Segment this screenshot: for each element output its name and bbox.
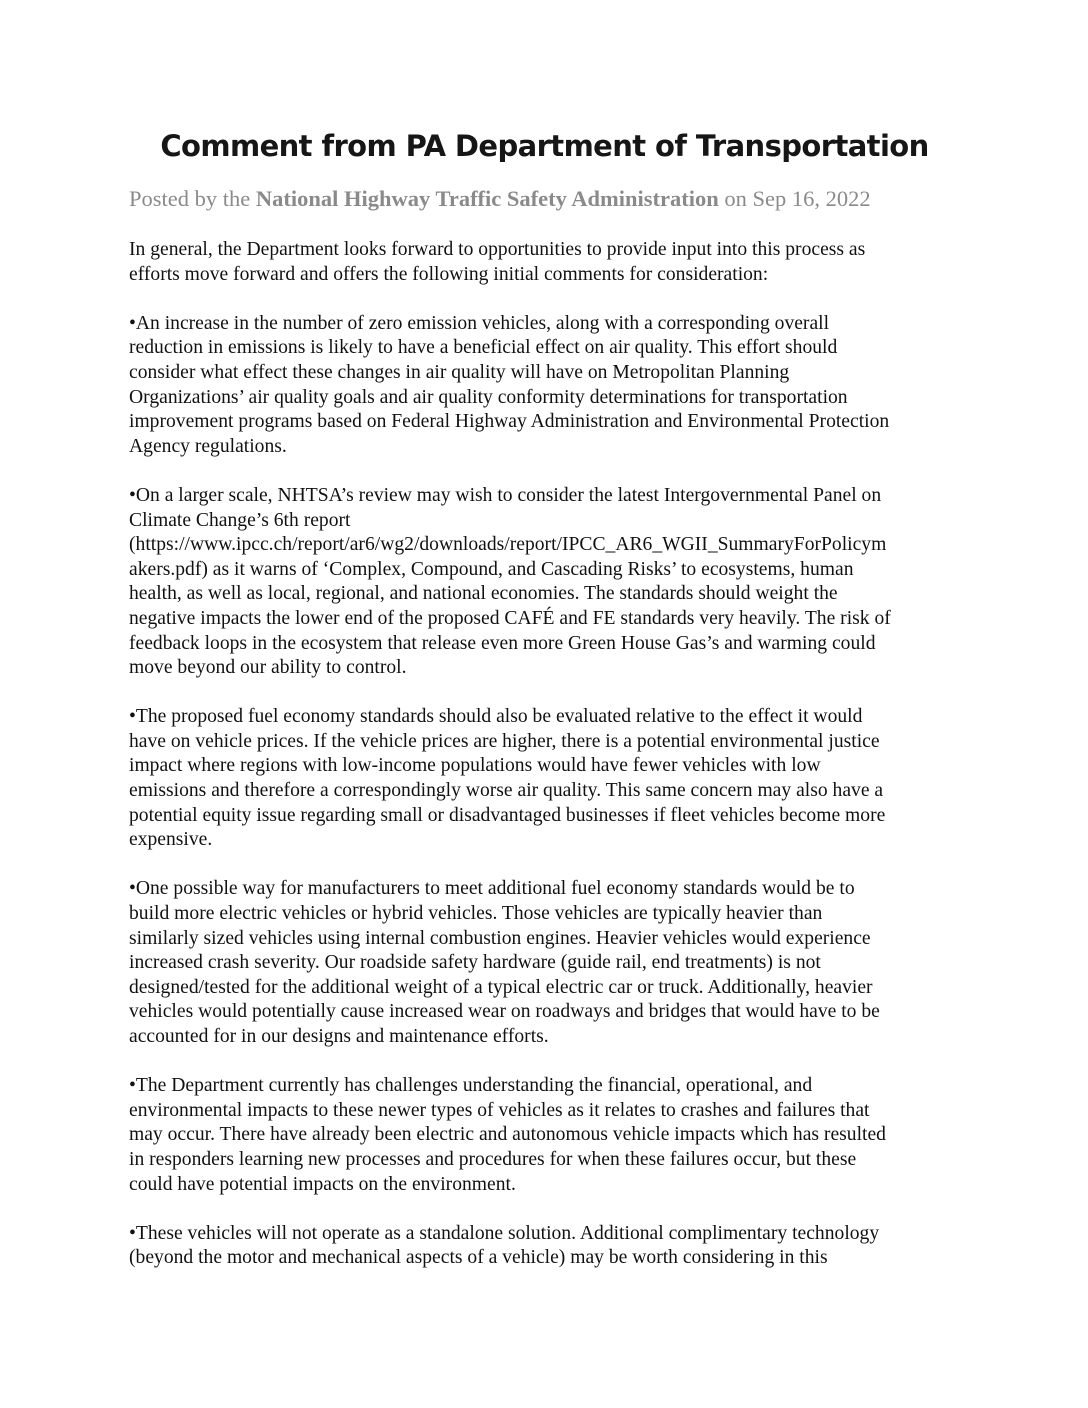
paragraph-line: health, as well as local, regional, and national economies. The standards should weight the bbox=[129, 583, 838, 605]
comment-paragraph bbox=[129, 877, 960, 1049]
comment-paragraph bbox=[129, 484, 960, 681]
paragraph-line: •The proposed fuel economy standards should also be evaluated relative to the effect it would bbox=[129, 706, 863, 728]
posted-by-line bbox=[129, 184, 960, 214]
paragraph-line: negative impacts the lower end of the proposed CAFÉ and FE standards very heavily. The risk of bbox=[129, 607, 891, 629]
paragraph-line: designed/tested for the additional weight of a typical electric car or truck. Additionally, heavier bbox=[129, 976, 873, 998]
paragraph-line: accounted for in our designs and maintenance efforts. bbox=[129, 1026, 549, 1047]
paragraph-line: in responders learning new processes and procedures for when these failures occur, but these bbox=[129, 1148, 857, 1170]
paragraph-line: build more electric vehicles or hybrid vehicles. Those vehicles are typically heavier than bbox=[129, 903, 823, 925]
paragraph-line: Climate Change’s 6th report bbox=[129, 509, 351, 531]
paragraph-line: move beyond our ability to control. bbox=[129, 657, 407, 679]
paragraph-line: increased crash severity. Our roadside safety hardware (guide rail, end treatments) is not bbox=[129, 952, 821, 974]
paragraph-line: potential equity issue regarding small or disadvantaged businesses if fleet vehicles become more bbox=[129, 804, 886, 826]
paragraph-line: have on vehicle prices. If the vehicle prices are higher, there is a potential environmental justice bbox=[129, 730, 880, 752]
paragraph-line: Agency regulations. bbox=[129, 435, 287, 457]
paragraph-line: improvement programs based on Federal Highway Administration and Environmental Protection bbox=[129, 411, 890, 433]
paragraph-line: emissions and therefore a correspondingly worse air quality. This same concern may also have a bbox=[129, 780, 884, 802]
comment-paragraph bbox=[129, 705, 960, 853]
posted-organization: National Highway Traffic Safety Administration bbox=[255, 186, 719, 211]
document-title: Comment from PA Department of Transportation bbox=[160, 129, 929, 163]
paragraph-line: Organizations’ air quality goals and air quality conformity determinations for transportation bbox=[129, 386, 848, 408]
paragraph-line: (https://www.ipcc.ch/report/ar6/wg2/downloads/report/IPCC_AR6_WGII_SummaryForPolicym bbox=[129, 534, 887, 556]
posted-prefix: Posted by the bbox=[129, 186, 256, 211]
paragraph-line: vehicles would potentially cause increased wear on roadways and bridges that would have to be bbox=[129, 1001, 880, 1023]
paragraph-line: could have potential impacts on the environment. bbox=[129, 1173, 516, 1195]
paragraph-line: •An increase in the number of zero emission vehicles, along with a corresponding overall bbox=[129, 312, 830, 334]
paragraph-line: feedback loops in the ecosystem that release even more Green House Gas’s and warming could bbox=[129, 632, 876, 654]
paragraph-line: may occur. There have already been electric and autonomous vehicle impacts which has resulted bbox=[129, 1124, 886, 1146]
comment-paragraph bbox=[129, 238, 960, 287]
paragraph-line: (beyond the motor and mechanical aspects of a vehicle) may be worth considering in this bbox=[129, 1247, 828, 1269]
paragraph-line: similarly sized vehicles using internal combustion engines. Heavier vehicles would experience bbox=[129, 927, 871, 949]
paragraph-line: •The Department currently has challenges understanding the financial, operational, and bbox=[129, 1075, 813, 1097]
comment-paragraph bbox=[129, 1222, 960, 1271]
paragraph-line: expensive. bbox=[129, 829, 213, 851]
paragraph-line: •On a larger scale, NHTSA’s review may wish to consider the latest Intergovernmental Panel on bbox=[129, 484, 882, 506]
paragraph-line: In general, the Department looks forward to opportunities to provide input into this process as bbox=[129, 239, 866, 260]
paragraph-line: akers.pdf) as it warns of ‘Complex, Compound, and Cascading Risks’ to ecosystems, human bbox=[129, 558, 854, 580]
paragraph-line: •These vehicles will not operate as a standalone solution. Additional complimentary technology bbox=[129, 1222, 880, 1244]
paragraph-line: •One possible way for manufacturers to meet additional fuel economy standards would be to bbox=[129, 878, 855, 900]
paragraph-line: efforts move forward and offers the following initial comments for consideration: bbox=[129, 263, 769, 285]
comment-paragraph bbox=[129, 312, 960, 460]
paragraph-line: consider what effect these changes in air quality will have on Metropolitan Planning bbox=[129, 361, 790, 383]
paragraph-line: reduction in emissions is likely to have a beneficial effect on air quality. This effort should bbox=[129, 337, 838, 359]
posted-date: on Sep 16, 2022 bbox=[718, 186, 871, 211]
comment-paragraph bbox=[129, 1074, 960, 1197]
paragraph-line: impact where regions with low-income populations would have fewer vehicles with low bbox=[129, 755, 821, 777]
paragraph-line: environmental impacts to these newer types of vehicles as it relates to crashes and failures that bbox=[129, 1099, 870, 1121]
comment-body bbox=[129, 238, 960, 1271]
